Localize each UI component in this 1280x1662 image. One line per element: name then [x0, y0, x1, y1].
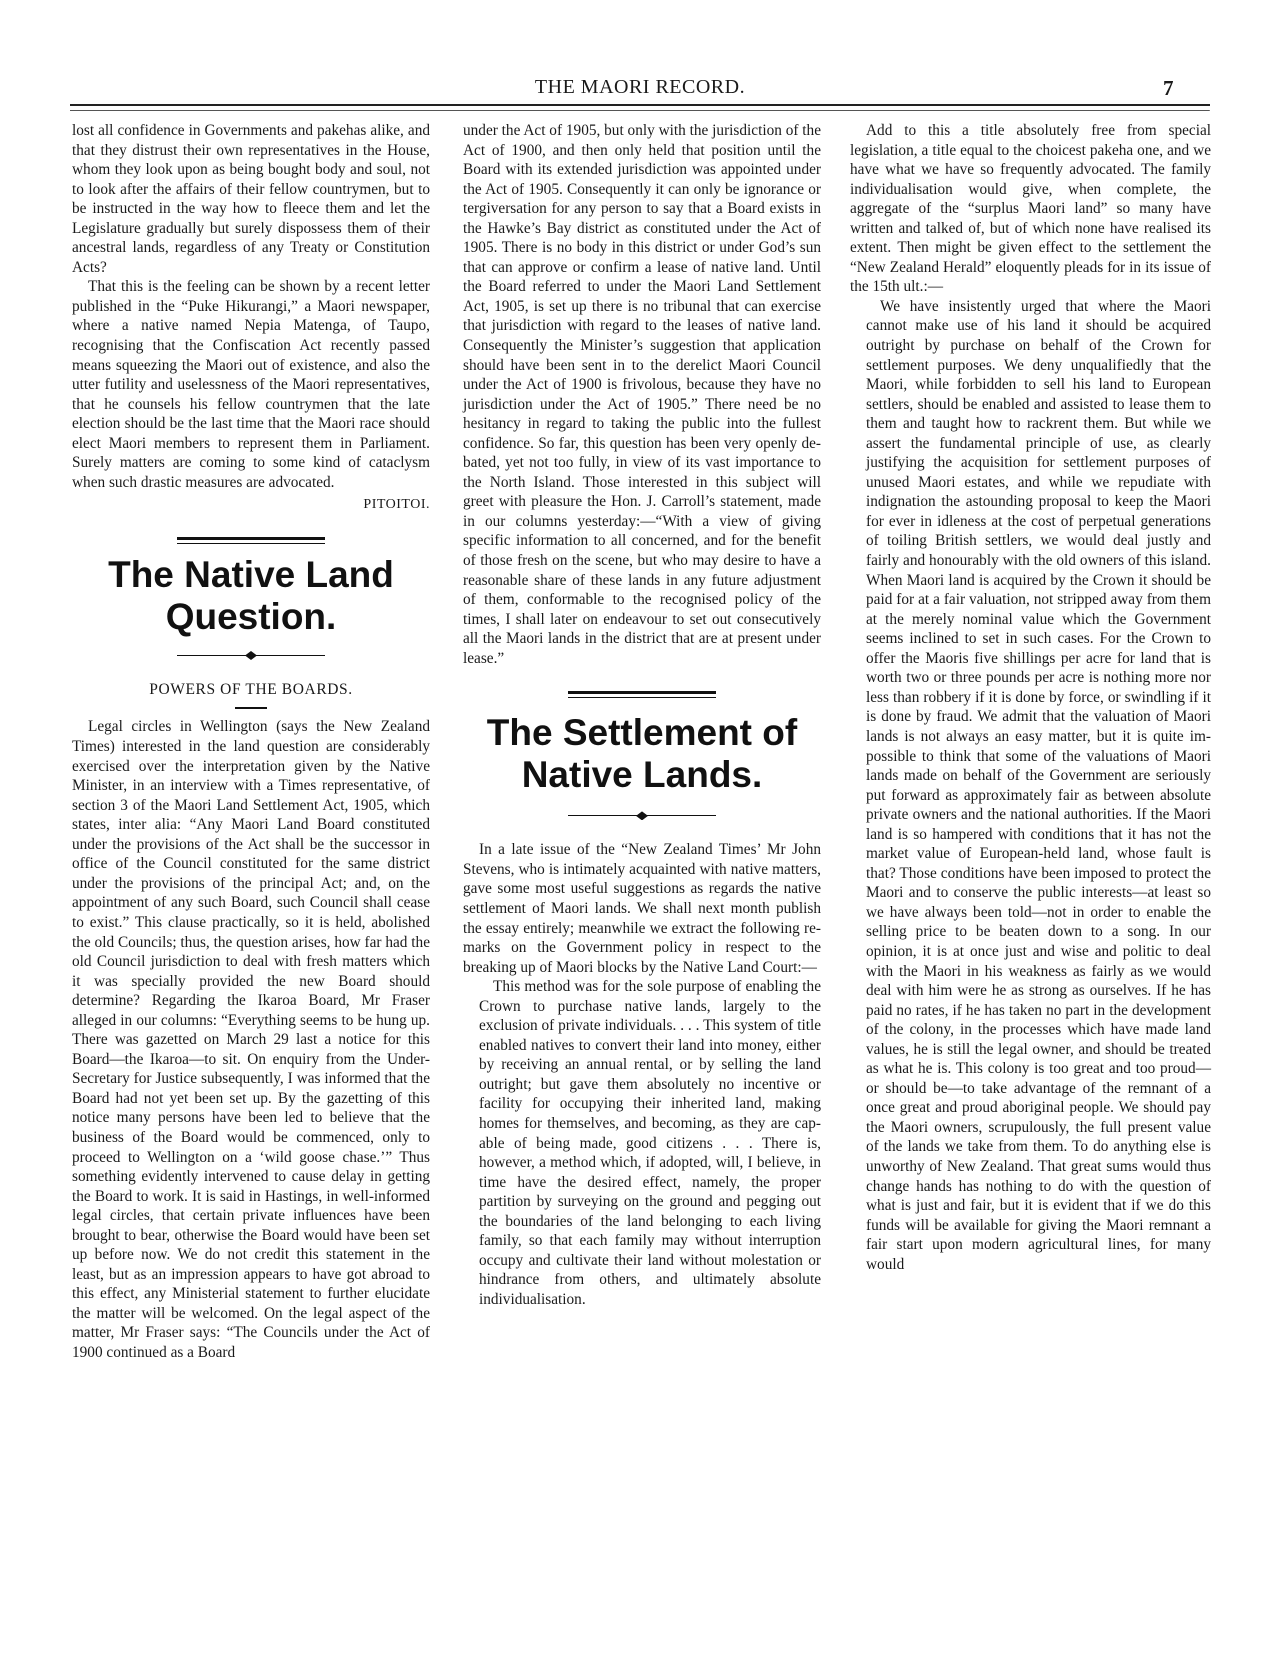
- article-body: Legal circles in Wellington (says the New Zealand Times) interested in the land question are considerably exercised over the interpretation given by the Native Minister, in an interview with a Times representative, of section 3 of the Maori Land Settlement Act, 1905, which states, inter alia: “Any Maori Land Board constituted under the provisions of the Act shall be the successor in office of the Council constituted for the same district under the provisions of the principal Act; and, on the appointment of any such Board, such Council shall cease to exist.” This clause practically, so it is held, abolished the old Councils; thus, the question arises, how far had the old Council jurisdiction to deal with fresh matters which it was specially provided the new Board should determine? Regarding the Ikaroa Board, Mr Fraser alleged in our columns: “Everything seems to be hung up. There was gazetted on March 29 last a notice for this Board—the Ikaroa—to sit. On enquiry from the Under-Secretary for Justice subsequently, I was informed that the Board had not yet been set up. By the gazetting of this notice many persons have been led to believe that the business of the Board would be commenced, only to proceed to Wellington on a ‘wild goose chase.’” Thus something evidently intervened to cause delay in getting the Board to work. It is said in Hastings, in well-informed legal circles, that certain private influences have been brought to bear, otherwise the Board would have been set up before now. We do not credit this statement in the least, but as an impression appears to have got abroad to this effect, any Ministerial statement to further elucidate the matter will be welcomed. On the legal aspect of the matter, Mr Fraser says: “The Councils under the Act of 1900 continued as a Board: [72, 718, 430, 1361]
- column-1: [72, 121, 430, 1363]
- paragraph: Add to this a title absolutely free from special legislation, a title equal to the choicest pakeha one, and we have what we have so frequently advocated. The family individualisation would give, when complete, the aggregate of the “surplus Maori land” so many have written and talked of, but of which none have realised its extent. Then might be given effect to the settlement the “New Zealand Herald” eloquently pleads for in its issue of the 15th ult.:—: [850, 122, 1211, 296]
- ornament-divider-icon: [177, 652, 325, 660]
- page-number: 7: [1163, 76, 1174, 100]
- quoted-text: We have insistently urged that where the Maori cannot make use of his land it should be acquired outright by purchase on behalf of the Crown for settlement purposes. We deny unqualifiedly that the Maori, while forbidden to sell his land to European settlers, should be enabled and assisted to lease them to them and taught how to rackrent them. But while we assert the fundamental principle of use, as clearly justifying the acquisition for settlement purposes of unused Maori estates, and while we repudiate with indignation the astounding proposal to keep the Maori for ever in idleness at the cost of perpetual generations of toiling British settlers, we would deal justly and fairly and honourably with the old owners of this island. When Maori land is acquired by the Crown it should be paid for at a fair valuation, not stripped away from them at the merely nominal value which the Government seems inclined to set in such cases. For the Crown to offer the Maoris five shillings per acre for land that is worth two or three pounds per acre is nothing more nor less than robbery if it is done by force, or swindling if it is done by fraud. We admit that the valuation of Maori lands is not always an easy matter, but it is quite impossible to think that some of the valuations of Maori lands made on behalf of the Government are seriously put forward as approximately fair as between absolute private owners and the national authorities. If the Maori land is so hampered with conditions that it has not the market value of European-held land, whose fault is that? Those conditions have been imposed to protect the Maori and to conserve the public interests—at least so we have always been told—not in order to enable the selling price to be beaten down to a song. In our opinion, it is at once just and wise and politic to deal with the Maori in his weakness as fairly as we would deal with him were he as strong as ourselves. If he has paid no rates, if he has taken no part in the development of the colony, in the processes which have made land values, he is still the legal owner, and should be treated as what he is. This colony is too great and too proud—or should be—to take advantage of the remnant of a once great and proud aboriginal people. We should pay the Maori owners, scrupulously, the full present value of the lands we take from them. To do anything else is unworthy of New Zealand. That great sums would thus change hands has nothing to do with the question of what is just and fair, but it is evident that if we do this funds will be available for giving the Maori remnant a fair start upon modern agricultural lines, for many would: [866, 297, 1211, 1273]
- article-subheading: POWERS OF THE BOARDS.: [149, 680, 353, 698]
- block-quote: [850, 297, 1211, 1274]
- article-headline: The Native Land Question.: [108, 553, 394, 637]
- header-rule-thin: [70, 110, 1210, 111]
- quoted-text: This method was for the sole purpose of enabling the Crown to purchase native lands, largely to the exclusion of private individuals. . . . This system of title enabled natives to convert their land into money, either by receiving an annual rental, or by selling the land outright; but gave them absolutely no incentive or facility for occupying their inherited land, making homes for themselves, and becoming, as they are capable of being made, good citizens . . . There is, however, a method which, if adopted, will, I believe, in time have the desired effect, namely, the proper partition by surveying on the ground and pegging out the boundaries of the land belonging to each living family, so that each family may without interruption occupy and cultivate their land without molestation or hindrance from others, and ultimately absolute individualisation.: [479, 978, 821, 1308]
- author-signature: PITOITOI.: [363, 497, 430, 513]
- section-divider: [177, 537, 325, 544]
- short-divider: [235, 707, 267, 709]
- continued-paragraph: lost all confidence in Governments and pakehas alike, and that they distrust their own representatives in the House, whom they look upon as being bought body and soul, not to look after the affairs of their fellow countrymen, but to be instructed in the way how to fleece them and let the Legislature gradually but surely dispossess them of their ancestral lands, regardless of any Treaty or Constitution Acts?: [72, 122, 430, 276]
- article-intro: In a late issue of the “New Zealand Times’ Mr John Stevens, who is intimately acquainted with native matters, gave some most useful suggestions as regards the native settlement of Maori lands. We shall next month publish the essay entirely; meanwhile we extract the following remarks on the Government policy in respect to the breaking up of Maori blocks by the Native Land Court:—: [463, 841, 821, 976]
- section-divider: [568, 691, 716, 698]
- running-title: THE MAORI RECORD.: [534, 76, 746, 98]
- column-2: [463, 121, 821, 1309]
- article-headline: The Settlement of Native Lands.: [486, 712, 798, 796]
- header-rule: [70, 104, 1210, 106]
- ornament-divider-icon: [568, 812, 716, 820]
- block-quote: [463, 977, 821, 1309]
- paragraph: That this is the feeling can be shown by a recent letter published in the “Puke Hikurangi,” a Maori newspaper, where a native named Nepia Matenga, of Taupo, recognising that the Confiscation Act recently passed means squeezing the Maori out of existence, and also the utter futility and uselessness of the Maori representatives, that he counsels his fellow countrymen that the late election should be the last time that the Maori race should elect Maori members to represent them in Parliament. Surely matters are coming to some kind of cataclysm when such drastic measures are advocated.: [72, 278, 430, 491]
- article-body-continued: under the Act of 1905, but only with the jurisdiction of the Act of 1900, and then only held that position until the Board with its extended jurisdiction was appointed under the Act of 1905. Consequently it can only be ignorance or tergiversation for any person to say that a Board exists in the Hawke’s Bay district as constituted under the Act of 1905. There is no body in this district or under God’s sun that can approve or confirm a lease of native land. Until the Board referred to under the Maori Land Settlement Act, 1905, is set up there is no tribunal that can exercise that jurisdiction with regard to the leases of native land. Consequently the Minister’s suggestion that application should have been sent in to the derelict Maori Council under the Act of 1900 is frivolous, because they have no jurisdiction under the Act of 1905.” There need be no hesitancy in regard to taking the public into the fullest confidence. So far, this question has been very openly debated, yet not too fully, in view of its vast importance to the North Island. Those interested in this subject will greet with pleasure the Hon. J. Carroll’s statement, made in our columns yesterday:—“With a view of giving specific information to all concerned, and for the benefit of those fresh on the scene, but who may desire to have a reasonable share of these lands in any future adjustment of them, conformable to the recognised policy of the times, I shall later on endeavour to set out consecutively all the Maori lands in the district that are at present under lease.”: [463, 122, 821, 667]
- column-3: [850, 121, 1211, 1274]
